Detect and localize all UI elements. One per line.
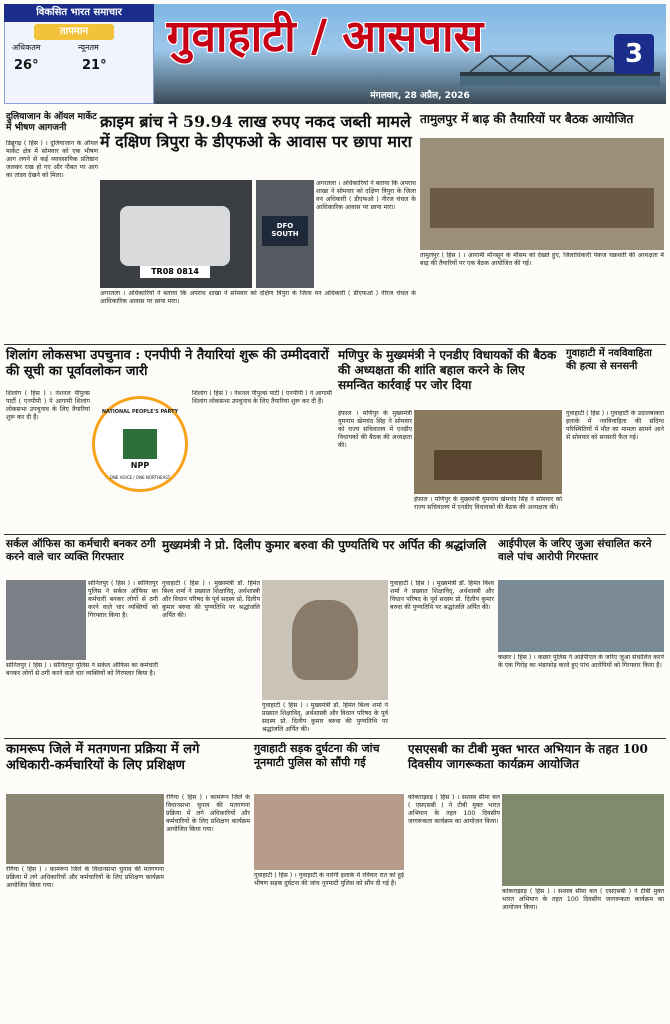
- body-cm-tribute-left: गुवाहाटी ( हिंस ) । मुख्यमंत्री डॉ. हिमंत बिश्व शर्मा ने प्रख्यात शिक्षाविद्, अर्थशास्त्री और विधान परिषद के पूर्व सदस्य प्रो. दिलीप कुमार बरुवा की पुण्यतिथि पर श्रद्धांजलि अर्पित की।: [162, 580, 260, 619]
- headline-road-accident: गुवाहाटी सड़क दुर्घटना की जांच नूनमाटी पुलिस को सौंपी गई: [254, 742, 380, 769]
- body-ssb-right: कोकराझाड़ ( हिंस ) । सशस्त्र सीमा बल ( एसएसबी ) ने टीबी मुक्त भारत अभियान के तहत 100 दिवसीय जागरूकता कार्यक्रम का आयोजन किया।: [502, 888, 664, 911]
- npp-logo: [92, 396, 188, 492]
- body-duliajan: डिब्रूगढ़ ( हिंस ) । दुलियाजान के ऑयल मार्केट क्षेत्र में सोमवार को एक भीषण आग लगने से कई व्यावसायिक प्रतिष्ठान जलकर राख हो गए और नौबत पर आग का तांडव देखने को मिला।: [6, 140, 98, 179]
- body-manipur-right: इंफाल । मणिपुर के मुख्यमंत्री युमनाम खेमचंद सिंह ने सोमवार को राज्य सचिवालय में एनडीए विधायकों की बैठक की अध्यक्षता की।: [414, 496, 562, 511]
- photo-arrested: [6, 580, 86, 660]
- photo-car-raid: [100, 180, 252, 288]
- body-circle-office-right: सोनितपुर ( हिंस ) । सोनितपुर पुलिस ने सर्कल ऑफिस का कर्मचारी बनकर लोगों से ठगी करने वाले चार व्यक्तियों को गिरफ्तार किया है।: [88, 580, 158, 619]
- licence-plate: TR08 0814: [140, 266, 210, 278]
- npp-logo-top: NATIONAL PEOPLE'S PARTY: [101, 409, 179, 415]
- row-divider-3: [4, 738, 666, 739]
- body-ipl: कछार ( हिंस ) । कछार पुलिस ने आईपीएल के जरिए जुआ संचालित करने के एक गिरोह का भंडाफोड़ करते हुए पांच आरोपियों को गिरफ्तार किया है।: [498, 654, 664, 669]
- headline-cm-tribute: मुख्यमंत्री ने प्रो. दिलीप कुमार बरुवा की पुण्यतिथि पर अर्पित की श्रद्धांजलि: [162, 538, 487, 552]
- photo-dilip-kumar-barua: [262, 580, 388, 700]
- headline-circle-office: सर्कल ऑफिस का कर्मचारी बनकर ठगी करने वाले चार व्यक्ति गिरफ्तार: [6, 538, 156, 564]
- masthead: [0, 0, 670, 108]
- dfo-sign: DFO SOUTH: [262, 216, 308, 246]
- car-shape: [120, 206, 230, 266]
- tmin-value: 21°: [82, 58, 107, 73]
- headline-ssb: एसएसबी का टीबी मुक्त भारत अभियान के तहत 100 दिवसीय जागरूकता कार्यक्रम आयोजित: [408, 742, 648, 771]
- meeting-table: [430, 188, 654, 228]
- photo-kamrup-training: [6, 794, 164, 864]
- body-shillong-left: शिलांग ( हिंस ) । नेशनल पीपुल्स पार्टी ( एनपीपी ) ने आगामी शिलांग लोकसभा उपचुनाव के लिए तैयारियां शुरू कर दी हैं।: [6, 390, 90, 421]
- photo-dfo-sign: [256, 180, 314, 288]
- row-divider-2: [4, 534, 666, 535]
- masthead-tag: विकसित भारत समाचार: [4, 4, 154, 22]
- headline-shillong: शिलांग लोकसभा उपचुनाव : एनपीपी ने तैयारियां शुरू की उम्मीदवारों की सूची का पूर्वावलोकन जारी: [6, 348, 329, 380]
- body-shillong-right: शिलांग ( हिंस ) । नेशनल पीपुल्स पार्टी ( एनपीपी ) ने आगामी शिलांग लोकसभा उपचुनाव के लिए तैयारियां शुरू कर दी हैं।: [192, 390, 332, 405]
- body-ssb-left: कोकराझाड़ ( हिंस ) । सशस्त्र सीमा बल ( एसएसबी ) ने टीबी मुक्त भारत अभियान के तहत 100 दिवसीय जागरूकता कार्यक्रम का आयोजन किया।: [408, 794, 500, 825]
- weather-label: तापमान: [34, 24, 114, 40]
- photo-ipl-arrest: [498, 580, 664, 652]
- meeting-table-2: [434, 450, 542, 480]
- body-manipur-left: इंफाल । मणिपुर के मुख्यमंत्री युमनाम खेमचंद सिंह ने सोमवार को राज्य सचिवालय में एनडीए विधायकों की बैठक की अध्यक्षता की।: [338, 410, 412, 449]
- headline-ipl: आईपीएल के जरिए जुआ संचालित करने वाले पांच आरोपी गिरफ्तार: [498, 538, 652, 564]
- headline-tamulpur: तामुलपुर में बाढ़ की तैयारियों पर बैठक आयोजित: [420, 112, 634, 126]
- body-road-accident: गुवाहाटी ( हिंस ) । गुवाहाटी के नारंगी इलाके में रविवार रात को हुई भीषण सड़क दुर्घटना की जांच नूनमाटी पुलिस को सौंप दी गई है।: [254, 872, 404, 887]
- headline-crime-branch: क्राइम ब्रांच ने 59.94 लाख रुपए नकद जब्ती मामले में दक्षिण त्रिपुरा के डीएफओ के आवास पर छापा मारा: [100, 112, 412, 151]
- row-divider-1: [4, 344, 666, 345]
- body-circle-office-bottom: सोनितपुर ( हिंस ) । सोनितपुर पुलिस ने सर्कल ऑफिस का कर्मचारी बनकर लोगों से ठगी करने वाले चार व्यक्तियों को गिरफ्तार किया है।: [6, 662, 158, 677]
- body-crime-right: अगरतला । अधिकारियों ने बताया कि अपराध शाखा ने सोमवार को दक्षिण त्रिपुरा के जिला वन अधिकारी ( डीएफओ ) नीरज चंचल के आधिकारिक आवास पर छापा मारा।: [316, 180, 416, 211]
- portrait-figure: [292, 600, 358, 680]
- body-tamulpur: तामुलपुर ( हिंस ) । आगामी मॉनसून के मौसम को देखते हुए, जिलाधिकारी पंकज चक्रवर्ती की अध्यक्षता में बाढ़ की तैयारियों पर एक बैठक आयोजित की गई।: [420, 252, 664, 267]
- npp-logo-bottom: ONE VOICE / ONE NORTHEAST: [109, 475, 171, 480]
- body-kamrup-right: रंगिया ( हिंस ) । कामरूप जिले के विधानसभा चुनाव की मतगणना प्रक्रिया में लगे अधिकारियों और कर्मचारियों के लिए प्रशिक्षण कार्यक्रम आयोजित किया गया।: [166, 794, 250, 833]
- headline-guwahati-murder: गुवाहाटी में नवविवाहिता की हत्या से सनसनी: [566, 348, 652, 372]
- book-icon: [123, 429, 157, 459]
- tmax-value: 26°: [14, 58, 39, 73]
- tmin-label: न्यूनतम: [78, 43, 99, 52]
- body-cm-tribute-mid: गुवाहाटी ( हिंस ) । मुख्यमंत्री डॉ. हिमंत बिश्व शर्मा ने प्रख्यात शिक्षाविद्, अर्थशास्त्री और विधान परिषद के पूर्व सदस्य प्रो. दिलीप कुमार बरुवा की पुण्यतिथि पर श्रद्धांजलि अर्पित की।: [262, 702, 388, 733]
- photo-accident-victims: [254, 794, 404, 870]
- npp-logo-abbr: NPP: [130, 461, 150, 470]
- photo-tamulpur-meeting: [420, 138, 664, 250]
- body-kamrup-bottom: रंगिया ( हिंस ) । कामरूप जिले के विधानसभा चुनाव की मतगणना प्रक्रिया में लगे अधिकारियों और कर्मचारियों के लिए प्रशिक्षण कार्यक्रम आयोजित किया गया।: [6, 866, 164, 889]
- body-crime-bottom: अगरतला । अधिकारियों ने बताया कि अपराध शाखा ने सोमवार को दक्षिण त्रिपुरा के जिला वन अधिकारी ( डीएफओ ) नीरज चंचल के आधिकारिक आवास पर छापा मारा।: [100, 290, 416, 305]
- tmax-label: अधिकतम: [12, 43, 41, 52]
- edition-date: मंगलवार, 28 अप्रैल, 2026: [370, 91, 470, 101]
- headline-kamrup: कामरूप जिले में मतगणना प्रक्रिया में लगे अधिकारी-कर्मचारियों के लिए प्रशिक्षण: [6, 742, 200, 774]
- page-number: 3: [614, 34, 654, 74]
- body-guwahati-murder: गुवाहाटी ( हिंस ) । गुवाहाटी के उदालबाकरा इलाके में नवविवाहिता की संदिग्ध परिस्थितियों में मौत का मामला सामने आने से सोमवार को सनसनी फैल गई।: [566, 410, 664, 441]
- headline-manipur: मणिपुर के मुख्यमंत्री ने एनडीए विधायकों की बैठक की अध्यक्षता की शांति बहाल करने के लिए समन्वित कार्रवाई पर जोर दिया: [338, 348, 557, 392]
- photo-ssb-program: [502, 794, 664, 886]
- masthead-title: गुवाहाटी / आसपास: [166, 11, 484, 62]
- headline-duliajan: दुलियाजान के ऑयल मार्केट में भीषण आगजनी: [6, 112, 97, 134]
- photo-manipur-meeting: [414, 410, 562, 494]
- body-cm-tribute-right: गुवाहाटी ( हिंस ) । मुख्यमंत्री डॉ. हिमंत बिश्व शर्मा ने प्रख्यात शिक्षाविद्, अर्थशास्त्री और विधान परिषद के पूर्व सदस्य प्रो. दिलीप कुमार बरुवा की पुण्यतिथि पर श्रद्धांजलि अर्पित की।: [390, 580, 494, 611]
